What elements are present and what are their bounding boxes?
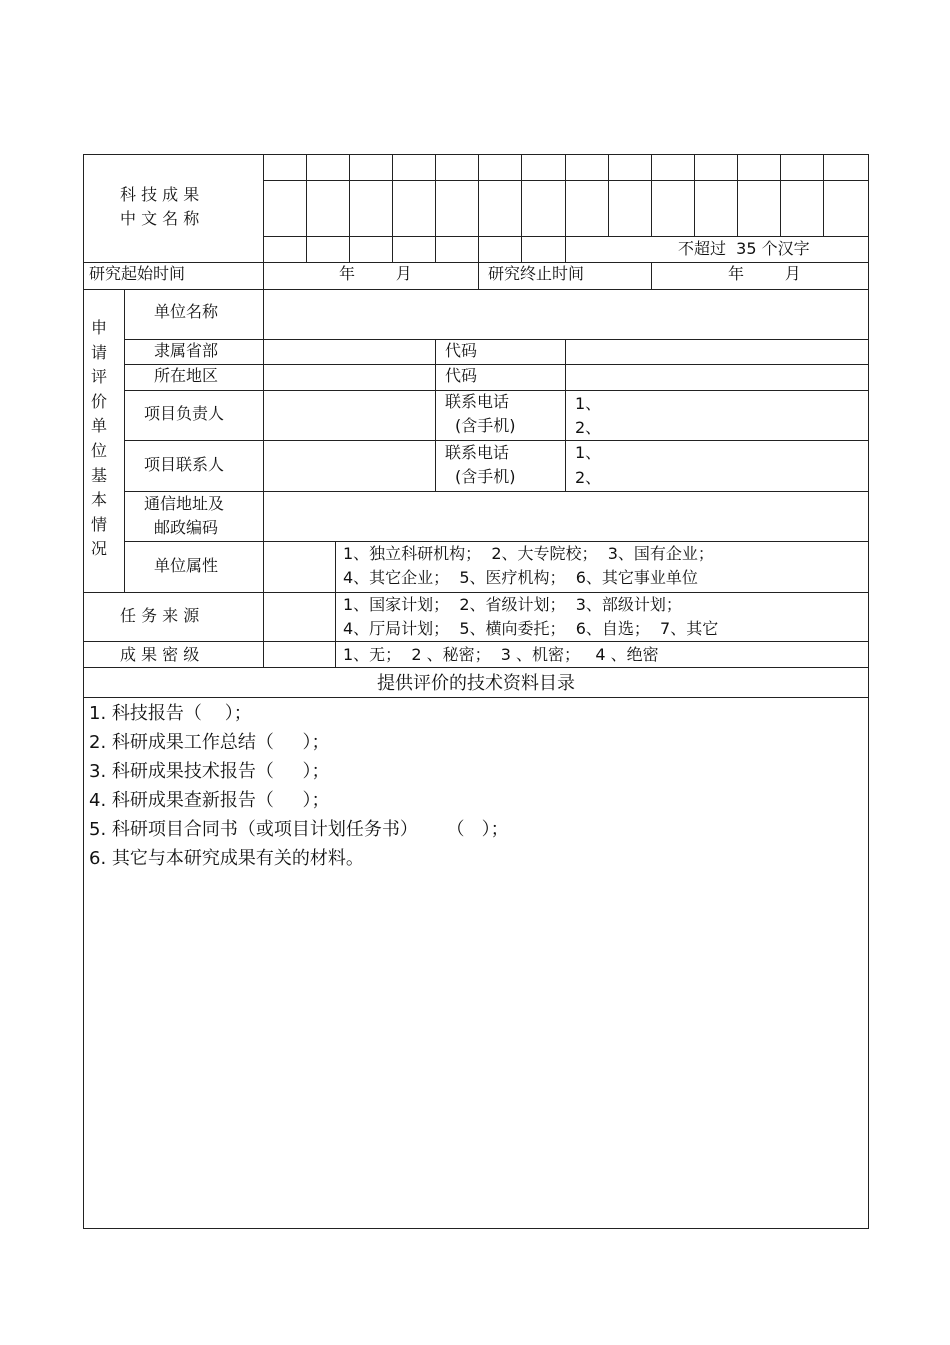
task-source-options-1[interactable]: 1、国家计划； 2、省级计划； 3、部级计划； [343, 595, 682, 614]
project-leader-label: 项目负责人 [144, 404, 225, 423]
char-box-line [521, 154, 522, 262]
unit-name-label: 单位名称 [154, 302, 219, 321]
materials-item: 6. 其它与本研究成果有关的材料。 [89, 848, 364, 869]
unit-attribute-options-2[interactable]: 4、其它企业； 5、医疗机构； 6、其它事业单位 [343, 568, 698, 587]
end-time-label: 研究终止时间 [488, 264, 585, 283]
applicant-unit-side-label: 申 请 评 价 单 位 基 本 情 况 [90, 318, 107, 559]
char-box-line [306, 154, 307, 262]
materials-item: 3. 科研成果技术报告（ ）； [89, 761, 330, 782]
materials-item: 2. 科研成果工作总结（ ）； [89, 732, 330, 753]
end-time-value[interactable]: 年 月 [728, 264, 801, 283]
start-time-value[interactable]: 年 月 [339, 264, 412, 283]
materials-item: 1. 科技报告（ ）； [89, 703, 252, 724]
address-label: 通信地址及 [144, 494, 225, 513]
char-box-line [565, 154, 566, 262]
char-limit-note: 不超过 35 个汉字 [678, 239, 810, 258]
contact-phone-1[interactable]: 1、 [575, 443, 602, 462]
cell-divider [478, 262, 479, 289]
project-contact-label: 项目联系人 [144, 455, 225, 474]
province-label: 隶属省部 [154, 341, 219, 360]
province-code-label: 代码 [445, 341, 478, 360]
title-label-line2: 中 文 名 称 [120, 209, 200, 228]
title-grid-divider [263, 154, 264, 289]
row-divider [83, 697, 869, 698]
cell-divider [651, 262, 652, 289]
cell-divider [435, 339, 436, 491]
leader-phone-label-sub: (含手机) [455, 416, 516, 435]
region-label: 所在地区 [154, 366, 219, 385]
char-box-line [737, 154, 738, 236]
contact-phone-2[interactable]: 2、 [575, 468, 602, 487]
label-column-divider [263, 289, 264, 667]
row-divider [83, 262, 869, 263]
unit-attribute-options-1[interactable]: 1、独立科研机构； 2、大专院校； 3、国有企业； [343, 544, 714, 563]
contact-phone-label: 联系电话 [445, 443, 510, 462]
char-box-line [823, 154, 824, 236]
row-divider [124, 541, 869, 542]
char-box-line [435, 154, 436, 262]
start-time-label: 研究起始时间 [89, 264, 186, 283]
address-label-sub: 邮政编码 [154, 518, 219, 537]
row-divider [83, 641, 869, 642]
row-divider [83, 592, 869, 593]
char-box-line [608, 154, 609, 236]
materials-item: 5. 科研项目合同书（或项目计划任务书） （ ）； [89, 819, 509, 840]
region-code-label: 代码 [445, 366, 478, 385]
leader-phone-2[interactable]: 2、 [575, 418, 602, 437]
char-box-line [651, 154, 652, 236]
task-source-label: 任 务 来 源 [120, 606, 200, 625]
row-divider [124, 491, 869, 492]
char-box-line [780, 154, 781, 236]
leader-phone-1[interactable]: 1、 [575, 394, 602, 413]
unit-attribute-label: 单位属性 [154, 556, 219, 575]
leader-phone-label: 联系电话 [445, 392, 510, 411]
secrecy-level-label: 成 果 密 级 [120, 645, 200, 664]
task-source-options-2[interactable]: 4、厅局计划； 5、横向委托； 6、自选； 7、其它 [343, 619, 719, 638]
cell-divider [565, 339, 566, 491]
row-divider [124, 390, 869, 391]
row-divider [124, 339, 869, 340]
char-box-line [392, 154, 393, 262]
row-divider [124, 440, 869, 441]
char-box-line [694, 154, 695, 236]
row-divider [83, 289, 869, 290]
row-divider [124, 364, 869, 365]
row-divider [83, 667, 869, 668]
materials-heading: 提供评价的技术资料目录 [377, 673, 575, 694]
cell-divider [335, 541, 336, 667]
char-box-line [349, 154, 350, 262]
contact-phone-label-sub: (含手机) [455, 467, 516, 486]
title-label-line1: 科 技 成 果 [120, 185, 200, 204]
secrecy-level-options[interactable]: 1、无； 2 、秘密； 3 、机密； 4 、绝密 [343, 645, 659, 664]
char-box-line [478, 154, 479, 262]
materials-item: 4. 科研成果查新报告（ ）； [89, 790, 330, 811]
